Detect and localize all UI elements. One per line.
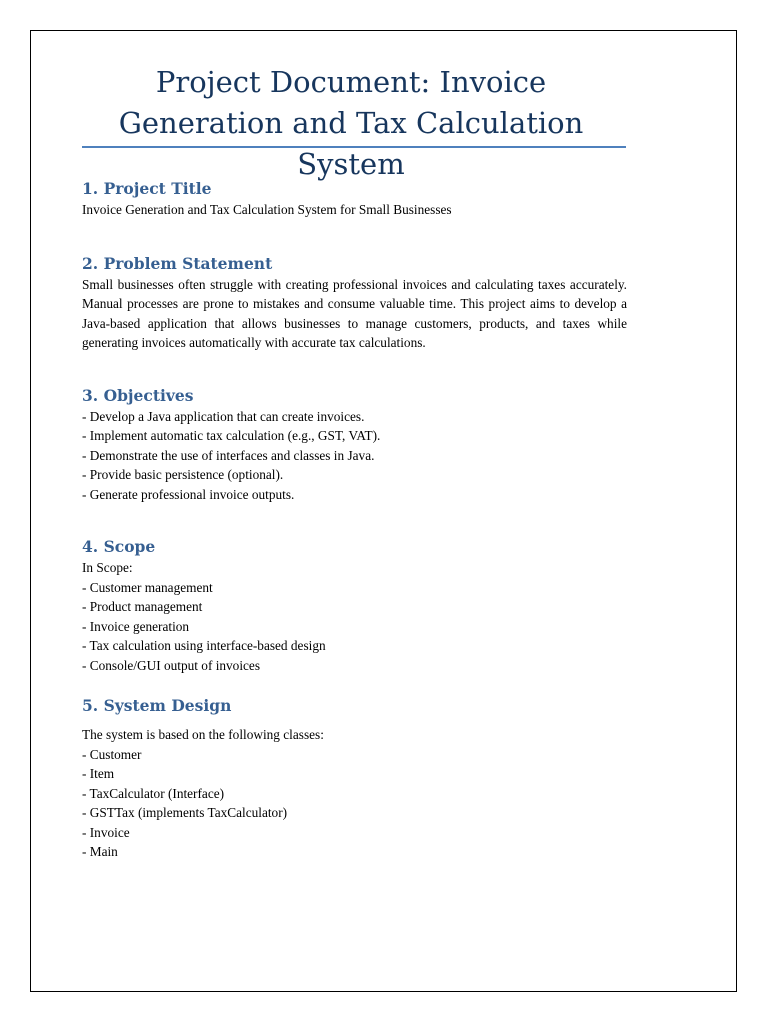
title-underline (82, 146, 626, 148)
list-item: - Demonstrate the use of interfaces and classes in Java. (82, 447, 375, 463)
list-item: - Develop a Java application that can create invoices. (82, 408, 365, 424)
list-item: - Generate professional invoice outputs. (82, 486, 295, 502)
list-item: - Implement automatic tax calculation (e.g., GST, VAT). (82, 428, 381, 443)
list-item: - Tax calculation using interface-based design (82, 638, 326, 653)
section-project-title (82, 178, 627, 220)
list-item: - Invoice (82, 824, 130, 840)
list-item: - Product management (82, 599, 203, 614)
list-item: - Item (82, 766, 115, 781)
spacer (82, 717, 627, 725)
system-design-intro: The system is based on the following classes: (82, 727, 324, 742)
section-heading: 2. Problem Statement (82, 253, 273, 273)
section-heading: 1. Project Title (82, 179, 212, 198)
problem-statement-paragraph: Small businesses often struggle with creating professional invoices and calculating taxes accurately. Manual processes are prone to mistakes and consume valuable time. This project aims to develop a Java-based application that allows businesses to manage customers, products, and taxes while generating invoices automatically with accurate tax calculations. (82, 276, 627, 350)
section-scope (82, 536, 627, 675)
document-title: Project Document: Invoice Generation and Tax Calculation System (118, 65, 584, 181)
list-item: - Main (82, 844, 118, 859)
list-item: - GSTTax (implements TaxCalculator) (82, 805, 288, 820)
project-title-text: Invoice Generation and Tax Calculation System for Small Businesses (82, 202, 452, 217)
section-problem-statement (82, 253, 627, 353)
list-item: - Provide basic persistence (optional). (82, 467, 284, 482)
scope-intro: In Scope: (82, 560, 133, 575)
section-system-design (82, 695, 627, 862)
list-item: - TaxCalculator (Interface) (82, 785, 225, 801)
list-item: - Customer management (82, 579, 213, 595)
list-item: - Customer (82, 746, 142, 762)
list-item: - Invoice generation (82, 618, 190, 634)
section-objectives (82, 385, 627, 505)
section-heading: 5. System Design (82, 696, 232, 715)
section-heading: 4. Scope (82, 537, 156, 556)
section-heading: 3. Objectives (82, 385, 194, 405)
document-body (82, 178, 627, 862)
list-item: - Console/GUI output of invoices (82, 657, 261, 673)
